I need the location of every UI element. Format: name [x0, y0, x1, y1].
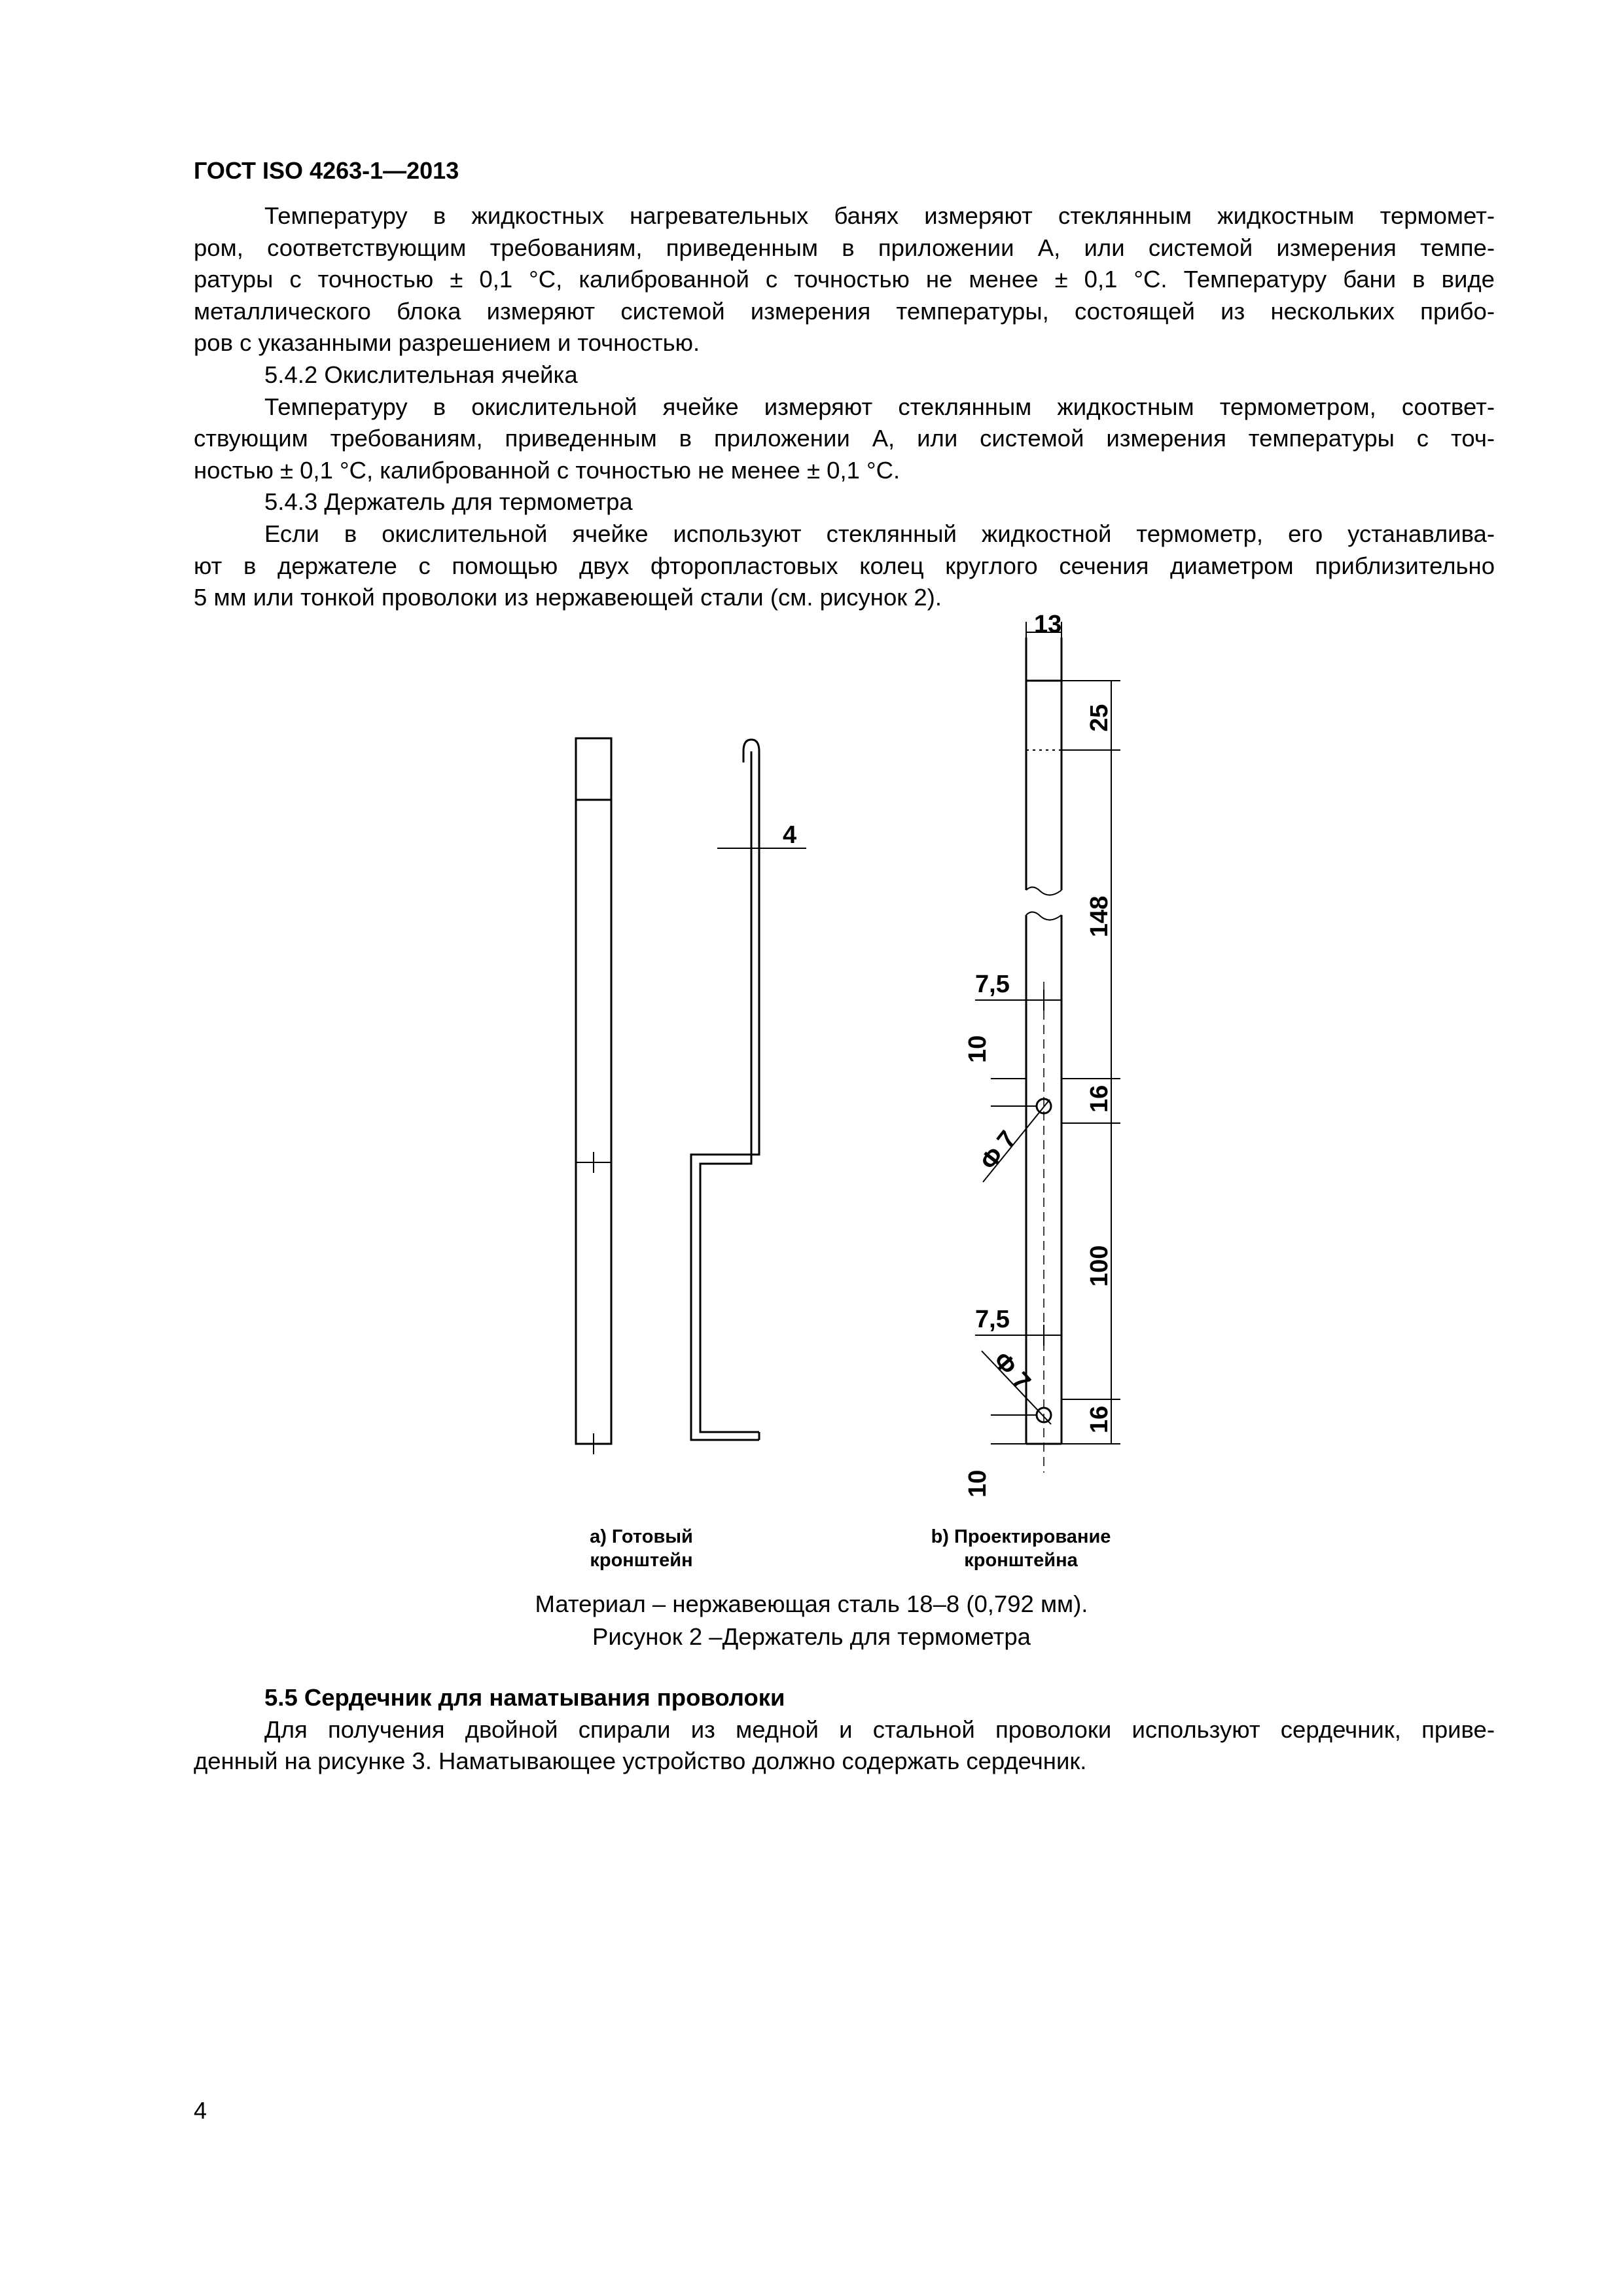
text-line: Для получения двойной спирали из медной и стальной проволоки используют сердечник, приве-	[264, 1715, 1495, 1743]
section-5-5	[194, 1682, 1495, 1778]
text-line: денный на рисунке 3. Наматывающее устройство должно содержать сердечник.	[194, 1748, 1087, 1775]
text-line: 5 мм или тонкой проволоки из нержавеющей стали (см. рисунок 2).	[194, 584, 942, 611]
dim-10-upper: 10	[964, 1035, 991, 1063]
dim-25: 25	[1086, 704, 1113, 732]
section-heading-5-4-3: 5.4.3 Держатель для термометра	[264, 488, 633, 516]
text-line: ют в держателе с помощью двух фторопластовых колец круглого сечения диаметром приблизительно	[194, 552, 1495, 579]
text-line: ров с указанными разрешением и точностью.	[194, 329, 700, 357]
dim-4: 4	[783, 821, 797, 849]
figure-title: Рисунок 2 –Держатель для термометра	[592, 1623, 1031, 1650]
caption-b: b) Проектирование кронштейна	[931, 1526, 1111, 1571]
document-header: ГОСТ ISO 4263-1—2013	[194, 157, 459, 184]
dim-16-upper: 16	[1086, 1085, 1113, 1113]
text-line: ратуры с точностью ± 0,1 °С, калиброванной с точностью не менее ± 0,1 °С. Температуру бани в виде	[194, 266, 1495, 293]
section-heading-5-5: 5.5 Сердечник для наматывания проволоки	[264, 1684, 785, 1711]
figure-material: Материал – нержавеющая сталь 18–8 (0,792 мм).	[535, 1590, 1088, 1617]
dim-13: 13	[1034, 611, 1062, 638]
dim-7-5-lower: 7,5	[975, 1306, 1010, 1333]
section-heading-5-4-2: 5.4.2 Окислительная ячейка	[264, 361, 578, 388]
text-line: Температуру в жидкостных нагревательных банях измеряют стеклянным жидкостным термомет-	[264, 202, 1495, 229]
page-number: 4	[194, 2097, 207, 2124]
dim-10-lower: 10	[964, 1469, 991, 1498]
text-line: Температуру в окислительной ячейке измеряют стеклянным жидкостным термометром, соответ-	[264, 393, 1495, 420]
text-line: ствующим требованиям, приведенным в приложении А, или системой измерения температуры с точ-	[194, 425, 1495, 452]
dim-148: 148	[1086, 895, 1113, 937]
caption-a: а) Готовый кронштейн	[590, 1526, 693, 1571]
dim-7-5-upper: 7,5	[975, 971, 1010, 998]
dim-100: 100	[1086, 1245, 1113, 1287]
dim-diameter-lower: Φ 7	[988, 1346, 1036, 1396]
text-line: ностью ± 0,1 °С, калиброванной с точностью не менее ± 0,1 °С.	[194, 456, 901, 484]
text-line: ром, соответствующим требованиям, приведенным в приложении А, или системой измерения темпе-	[194, 234, 1495, 261]
dim-16-lower: 16	[1086, 1405, 1113, 1433]
text-line: металлического блока измеряют системой измерения температуры, состоящей из нескольких прибо-	[194, 297, 1495, 325]
dim-diameter-upper: Φ 7	[974, 1126, 1022, 1175]
text-line: Если в окислительной ячейке используют стеклянный жидкостной термометр, его устанавлива-	[264, 520, 1495, 547]
bracket-strip-front	[576, 738, 611, 1444]
